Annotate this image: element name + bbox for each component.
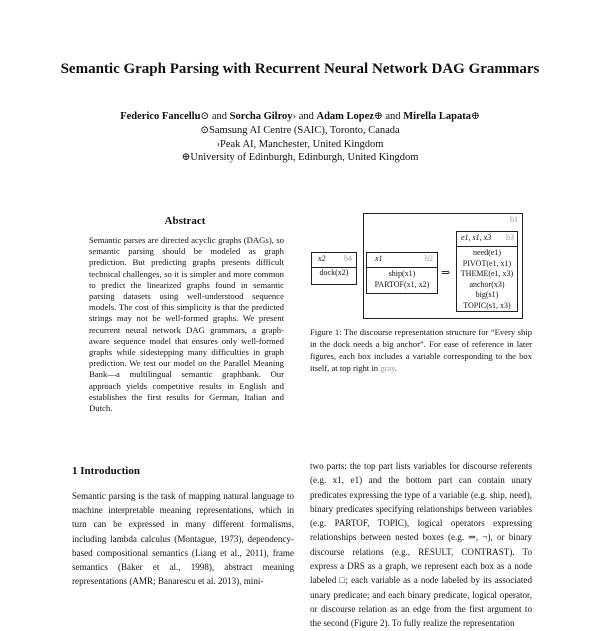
left-box-body: dock(x2) [319, 268, 349, 277]
abstract-text: Semantic parses are directed acyclic graphs (DAGs), so semantic parsing should be modeled as graph prediction. But predicting graphs presents difficult technical challenges, so it is simpler and more common to predict the linearized graphs found in semantic parsing datasets using well-understood sequence models. The cost of this simplicity is that the predicted strings may not be well-formed graphs. We present recurrent neural network DAG grammars, a graph-aware sequence model that ensures only well-formed graphs while sidestepping many difficulties in graph prediction. We test our model on the Parallel Meaning Bank—a multilingual semantic graphbank. Our approach yields competitive results in English and establishes the first results for German, Italian and Dutch. [89, 235, 284, 414]
mid-box-body: ship(x1) PARTOF(x1, x2) [374, 269, 430, 289]
mid-box-vars: x1 [375, 254, 383, 263]
figure-left-box [311, 252, 357, 285]
caption-gray: gray [380, 363, 395, 373]
author-line [40, 110, 560, 123]
affiliation-2: ›Peak AI, Manchester, United Kingdom [216, 138, 384, 150]
affiliations [40, 124, 560, 165]
implication-arrow: ⇒ [441, 267, 451, 279]
left-box-vars: x2 [318, 254, 326, 263]
right-box-header [457, 232, 517, 247]
author-3: Adam Lopez [316, 111, 374, 122]
author-4-mark: ⊕ [470, 111, 480, 122]
outer-box-label: b1 [510, 215, 518, 224]
and-3: and [385, 111, 401, 122]
author-2: Sorcha Gilroy [229, 111, 293, 122]
left-box-header [312, 253, 356, 268]
caption-main: Figure 1: The discourse representation structure for “Every ship in the dock needs a big anchor”. For ease of reference in later figures, each box includes a variable corresponding to the box itself, at top right in [310, 327, 532, 373]
mid-box-label: b2 [425, 254, 433, 263]
author-1: Federico Fancellu [120, 111, 201, 122]
and-2: and [298, 111, 314, 122]
affiliation-3: ⊕University of Edinburgh, Edinburgh, United Kingdom [181, 152, 419, 163]
right-box-body: need(e1) PIVOT(e1, x1) THEME(e1, x3) anchor(x3) big(s1) TOPIC(s1, x3) [460, 248, 514, 310]
author-4: Mirella Lapata [403, 111, 471, 122]
right-box-label: b3 [506, 233, 514, 242]
right-box-vars: e1, s1, x3 [461, 233, 492, 242]
right-column-text: two parts: the top part lists variables for discourse referents (e.g. x1, e1) and the bottom part can contain unary predicates expressing the type of a variable (e.g. ship, need), binary predicates specifying relationships between variables (e.g. PARTOF, TOPIC), logical operators expressing relationships between nested boxes (e.g. ⇒, ¬), or binary discourse relations (e.g., RESULT, CONTRAST). To express a DRS as a graph, we represent each box as a node labeled □; each variable as a node labeled by its associated unary predicate; and each binary predicate, logical operator, or discourse relation as an edge from the first argument to the second (Figure 2). To fully realize the representation [310, 461, 532, 629]
figure-right-box [456, 231, 518, 312]
mid-box-header [367, 253, 437, 268]
author-3-mark: ⊕ [373, 111, 383, 122]
figure-mid-box [366, 252, 438, 294]
affiliation-1: ⊙Samsung AI Centre (SAIC), Toronto, Canada [200, 125, 400, 136]
figure-caption [310, 326, 532, 374]
section-heading: 1 Introduction [72, 465, 140, 477]
paper-title: Semantic Graph Parsing with Recurrent Neural Network DAG Grammars [60, 61, 540, 77]
and-1: and [211, 111, 228, 122]
caption-end: . [394, 363, 398, 373]
author-2-mark: › [292, 111, 297, 122]
intro-text: Semantic parsing is the task of mapping natural language to machine interpretable meaning representations, which in turn can be expressed in many different formalisms, including lambda calculus (Montague, 1973), dependency-based compositional semantics (Liang et al., 2011), frame semantics (Baker et al., 1998), abstract meaning representations (AMR; Banarescu et al. 2013), mini- [72, 491, 294, 587]
author-1-mark: ⊙ [200, 111, 210, 122]
abstract-heading: Abstract [164, 215, 206, 227]
left-box-label: b4 [344, 254, 352, 263]
